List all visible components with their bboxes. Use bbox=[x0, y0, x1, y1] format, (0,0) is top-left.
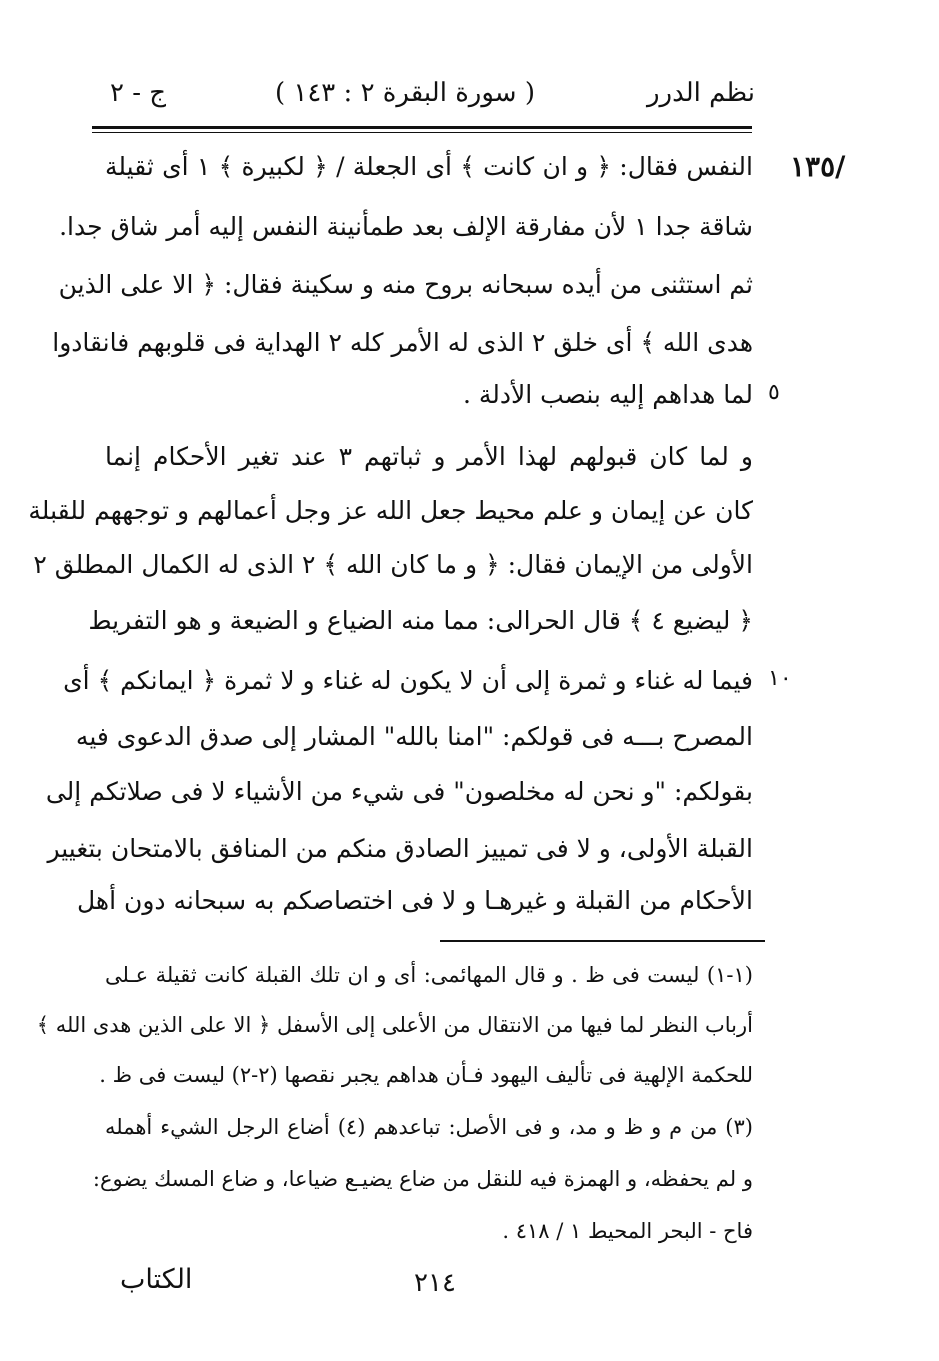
running-header-volume: ج - ٢ bbox=[110, 78, 167, 108]
body-line: فيما له غناء و ثمرة إلى أن لا يكون له غناء و لا ثمرة ﴿ ايمانكم ﴾ أى bbox=[63, 666, 753, 695]
page-number: ٢١٤ bbox=[414, 1268, 456, 1298]
body-line: ﴿ ليضيع ٤ ﴾ قال الحرالى: مما منه الضياع و الضيعة و هو التفريط bbox=[88, 606, 753, 635]
line-number-5: ٥ bbox=[768, 380, 780, 405]
body-line: شاقة جدا ١ لأن مفارقة الإلف بعد طمأنينة النفس إليه أمر شاق جدا. bbox=[59, 212, 753, 241]
footnote-line: للحكمة الإلهية فى تأليف اليهود فـأن هداهم يجبر نقصها (٢-٢) ليست فى ظ . bbox=[99, 1063, 753, 1087]
body-line: الأولى من الإيمان فقال: ﴿ و ما كان الله ﴾ ٢ الذى له الكمال المطلق ٢ bbox=[33, 550, 753, 579]
body-line: و لما كان قبولهم لهذا الأمر و ثباتهم ٣ عند تغير الأحكام إنما bbox=[105, 442, 753, 471]
body-line: هدى الله ﴾ أى خلق ٢ الذى له الأمر كله ٢ الهداية فى قلوبهم فانقادوا bbox=[52, 328, 753, 357]
running-header-book-title: نظم الدرر bbox=[646, 78, 755, 108]
line-number-10: ١٠ bbox=[768, 666, 792, 691]
footnote-separator bbox=[440, 940, 765, 942]
margin-page-reference: /١٣٥ bbox=[790, 150, 846, 183]
header-rule-thick bbox=[92, 126, 752, 129]
body-line: كان عن إيمان و علم محيط جعل الله عز وجل أعمالهم و توجههم للقبلة bbox=[28, 496, 753, 525]
footnote-line: و لم يحفظه، و الهمزة فيه للنقل من ضاع يضيـع ضياعا، و ضاع المسك يضوع: bbox=[92, 1167, 753, 1191]
body-line: المصرح بـــه فى قولكم: "امنا بالله" المشار إلى صدق الدعوى فيه bbox=[75, 722, 753, 751]
body-line: النفس فقال: ﴿ و ان كانت ﴾ أى الجعلة / ﴿ لكبيرة ﴾ ١ أى ثقيلة bbox=[105, 152, 753, 181]
body-line: ثم استثنى من أيده سبحانه بروح منه و سكينة فقال: ﴿ الا على الذين bbox=[58, 270, 753, 299]
header-rule-thin bbox=[92, 132, 752, 133]
footnote-line: (١-١) ليست فى ظ . و قال المهائمى: أى و ان تلك القبلة كانت ثقيلة عـلى bbox=[105, 963, 753, 987]
footer-catchword: الكتاب bbox=[120, 1264, 193, 1295]
body-line: الأحكام من القبلة و غيرهـا و لا فى اختصاصكم به سبحانه دون أهل bbox=[76, 886, 753, 915]
footnote-line: أرباب النظر لما فيها من الانتقال من الأعلى إلى الأسفل ﴿ الا على الذين هدى الله ﴾ bbox=[36, 1013, 753, 1037]
running-header-surah-reference: ( سورة البقرة ٢ : ١٤٣ ) bbox=[274, 78, 535, 108]
body-line: القبلة الأولى، و لا فى تمييز الصادق منكم من المنافق بالامتحان بتغيير bbox=[47, 834, 753, 863]
footnote-line: (٣) من م و ظ و مد، و فى الأصل: تباعدهم (٤) أضاع الرجل الشيء أهمله bbox=[105, 1115, 753, 1139]
body-line: بقولكم: "و نحن له مخلصون" فى شيء من الأشياء لا فى صلاتكم إلى bbox=[45, 777, 753, 806]
body-line: لما هداهم إليه بنصب الأدلة . bbox=[462, 380, 753, 409]
footnote-line: فاح - البحر المحيط ١ / ٤١٨ . bbox=[502, 1219, 753, 1243]
